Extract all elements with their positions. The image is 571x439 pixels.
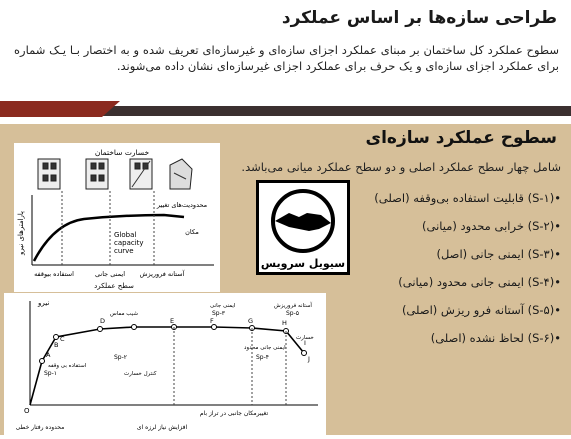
divider-accent xyxy=(0,101,120,117)
list-item: •(S-۵) آستانه فرو ریزش (اصلی) xyxy=(401,303,561,317)
point-label: G xyxy=(248,317,254,325)
fig1-level-label: استفاده بیوقفه xyxy=(34,270,74,278)
fig1-curve-label: capacity xyxy=(114,239,144,247)
building-icon xyxy=(130,159,152,189)
list-item: •(S-۱) قابلیت استفاده بی‌وقفه (اصلی) xyxy=(374,191,561,205)
pushover-curve-figure xyxy=(4,293,326,435)
sp-label: Sp-۴ xyxy=(256,354,270,361)
fig1-x-label: سطح عملکرد xyxy=(94,282,134,290)
region-label: ایمنی جانی محدود xyxy=(244,345,286,351)
intro-paragraph: سطوح عملکرد کل ساختمان بر مبنای عملکرد اجزای سازه‌ای و غیرسازه‌ای تعریف شده و به اختصار بـا یـک شماره برای عملکرد اجزای سازه‌ای و یک حرف برای عملکرد اجزای غیرسازه‌ای نشان داده می‌شوند. xyxy=(14,43,559,73)
list-item: •(S-۴) ایمنی جانی محدود (میانی) xyxy=(398,275,561,289)
fig1-level-label: ایمنی جانی xyxy=(94,270,126,278)
sp-label: Sp-۲ xyxy=(114,354,128,361)
fig1-y-label: پارامترهای نیرو xyxy=(17,211,25,255)
point-label: F xyxy=(210,317,214,325)
region-label: کنترل خسارت xyxy=(124,371,157,377)
sp-label: Sp-۱ xyxy=(44,370,58,377)
section-title: سطوح عملکرد سازه‌ای xyxy=(365,128,557,148)
region-label: خسارت xyxy=(296,335,314,341)
point-label: A xyxy=(46,351,51,359)
logo-text: سیویل سرویس xyxy=(260,257,346,270)
region-label: آستانه فروریزش xyxy=(274,303,312,309)
sp-label: Sp-۵ xyxy=(286,310,300,317)
fig2-x-label: تغییرمکان جانبی در تراز بام xyxy=(199,410,269,417)
point-label: C xyxy=(60,335,65,343)
origin-label: O xyxy=(24,407,30,415)
list-item: •(S-۲) خرابی محدود (میانی) xyxy=(422,219,561,233)
point-label: E xyxy=(170,317,175,325)
section-intro: شامل چهار سطح عملکرد اصلی و دو سطح عملکرد میانی می‌باشد. xyxy=(241,160,561,174)
fig1-limits-label: محدودیت‌های تغییر xyxy=(156,201,208,209)
building-icon xyxy=(170,159,192,189)
fig2-y-label: نیرو xyxy=(38,299,50,307)
fig1-curve-label: Global xyxy=(114,231,137,239)
slope-label: شیب مماس xyxy=(110,311,138,317)
list-item: •(S-۶) لحاظ نشده (اصلی) xyxy=(430,331,561,345)
building-icon xyxy=(86,159,108,189)
civil-service-logo xyxy=(256,180,350,275)
sp-label: Sp-۳ xyxy=(212,310,226,317)
fig1-top-label: خسارت ساختمان xyxy=(94,148,150,157)
point-label: I xyxy=(304,339,306,347)
fig1-level-label: آستانه فروریزش xyxy=(139,270,185,278)
fig2-bottom-mid: افزایش نیاز لرزه ای xyxy=(136,424,188,431)
region-label: ایمنی جانی xyxy=(210,303,236,309)
slide-title: طراحی سازه‌ها بر اساس عملکرد xyxy=(281,8,557,28)
building-icon xyxy=(38,159,60,189)
list-item: •(S-۳) ایمنی جانی (اصل) xyxy=(436,247,561,261)
capacity-curve xyxy=(34,215,184,261)
divider-band xyxy=(0,101,571,123)
point-label: B xyxy=(54,341,59,349)
fig2-bottom-left: محدوده رفتار خطی xyxy=(15,424,65,431)
region-label: استفاده بی وقفه xyxy=(48,363,87,369)
point-label: D xyxy=(100,317,106,325)
fig1-curve-label: curve xyxy=(114,247,134,255)
fig1-limits-label: مکان xyxy=(185,228,199,236)
capacity-curve-figure xyxy=(14,143,220,292)
point-label: J xyxy=(308,355,310,363)
point-label: H xyxy=(282,319,287,327)
